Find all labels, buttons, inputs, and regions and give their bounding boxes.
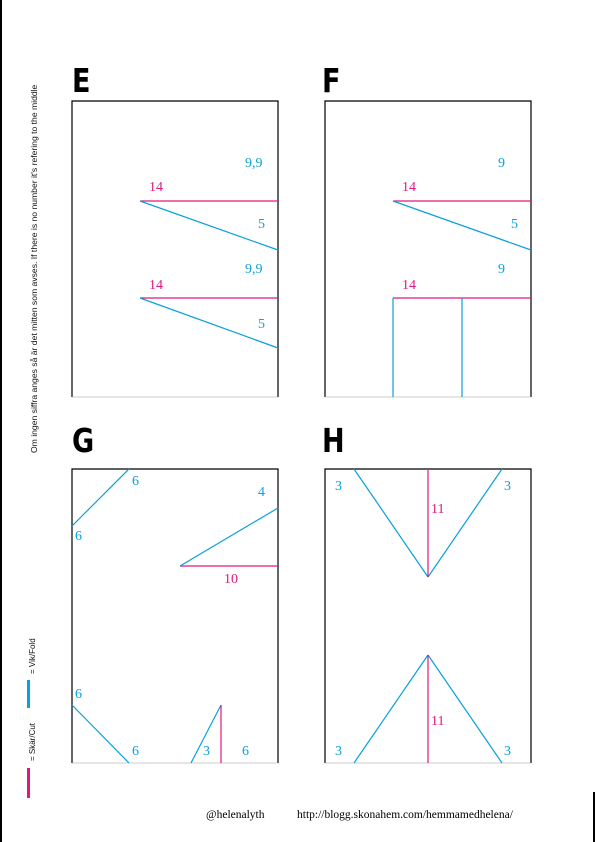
panel-h-label: 11 <box>431 502 445 517</box>
side-note: Om ingen siffra anges så är det mitten som avses. If there is no number it's refering to the middle <box>29 84 39 453</box>
legend-cut-label: = Skär/Cut <box>28 722 37 761</box>
panel-g-label: 6 <box>75 687 82 702</box>
panel-e-label: 5 <box>258 217 265 232</box>
panel-g-label: 4 <box>258 485 265 500</box>
panel-h-fold-line-upper-right <box>428 469 502 577</box>
panel-h <box>325 469 531 763</box>
panel-g-label: 6 <box>132 474 139 489</box>
panel-g-label: 6 <box>132 744 139 759</box>
panel-g-fold-line-middle <box>180 508 278 566</box>
panel-h-label: 11 <box>431 714 445 729</box>
panel-f <box>325 101 531 397</box>
footer-url[interactable]: http://blogg.skonahem.com/hemmamedhelena/ <box>297 809 513 821</box>
panel-f-outline <box>325 101 531 397</box>
panel-e-letter: E <box>72 61 91 100</box>
panel-f-label: 14 <box>402 278 416 293</box>
panel-f-label: 5 <box>511 217 518 232</box>
panel-h-fold-line-lower-left <box>354 655 428 763</box>
panel-e-outline <box>72 101 278 397</box>
footer-handle: @helenalyth <box>206 809 265 821</box>
panel-f-label: 9 <box>498 156 505 171</box>
panel-e-label: 14 <box>149 180 163 195</box>
panel-f-letter: F <box>322 61 341 100</box>
panel-e-label: 5 <box>258 317 265 332</box>
panel-h-label: 3 <box>335 479 342 494</box>
panel-h-fold-line-lower-right <box>428 655 502 763</box>
panel-e-label: 9,9 <box>245 262 263 277</box>
panel-g-label: 10 <box>224 572 238 587</box>
panel-g-fold-corner-bottom <box>72 705 129 763</box>
panel-f-label: 9 <box>498 262 505 277</box>
panel-h-label: 3 <box>504 744 511 759</box>
panel-g <box>72 469 278 763</box>
panel-g-letter: G <box>72 421 95 460</box>
panel-g-label: 3 <box>203 744 210 759</box>
panel-g-fold-corner-top <box>72 469 129 526</box>
panel-e <box>72 101 278 397</box>
panel-e-label: 14 <box>149 278 163 293</box>
panel-e-label: 9,9 <box>245 156 263 171</box>
panel-h-label: 3 <box>335 744 342 759</box>
panel-g-outline <box>72 469 278 763</box>
panel-h-label: 3 <box>504 479 511 494</box>
panel-f-label: 14 <box>402 180 416 195</box>
panel-h-letter: H <box>322 421 345 460</box>
panel-h-fold-line-upper-left <box>354 469 428 577</box>
panel-g-label: 6 <box>242 744 249 759</box>
panel-g-label: 6 <box>75 529 82 544</box>
legend-fold-label: = Vik/Fold <box>28 638 37 674</box>
